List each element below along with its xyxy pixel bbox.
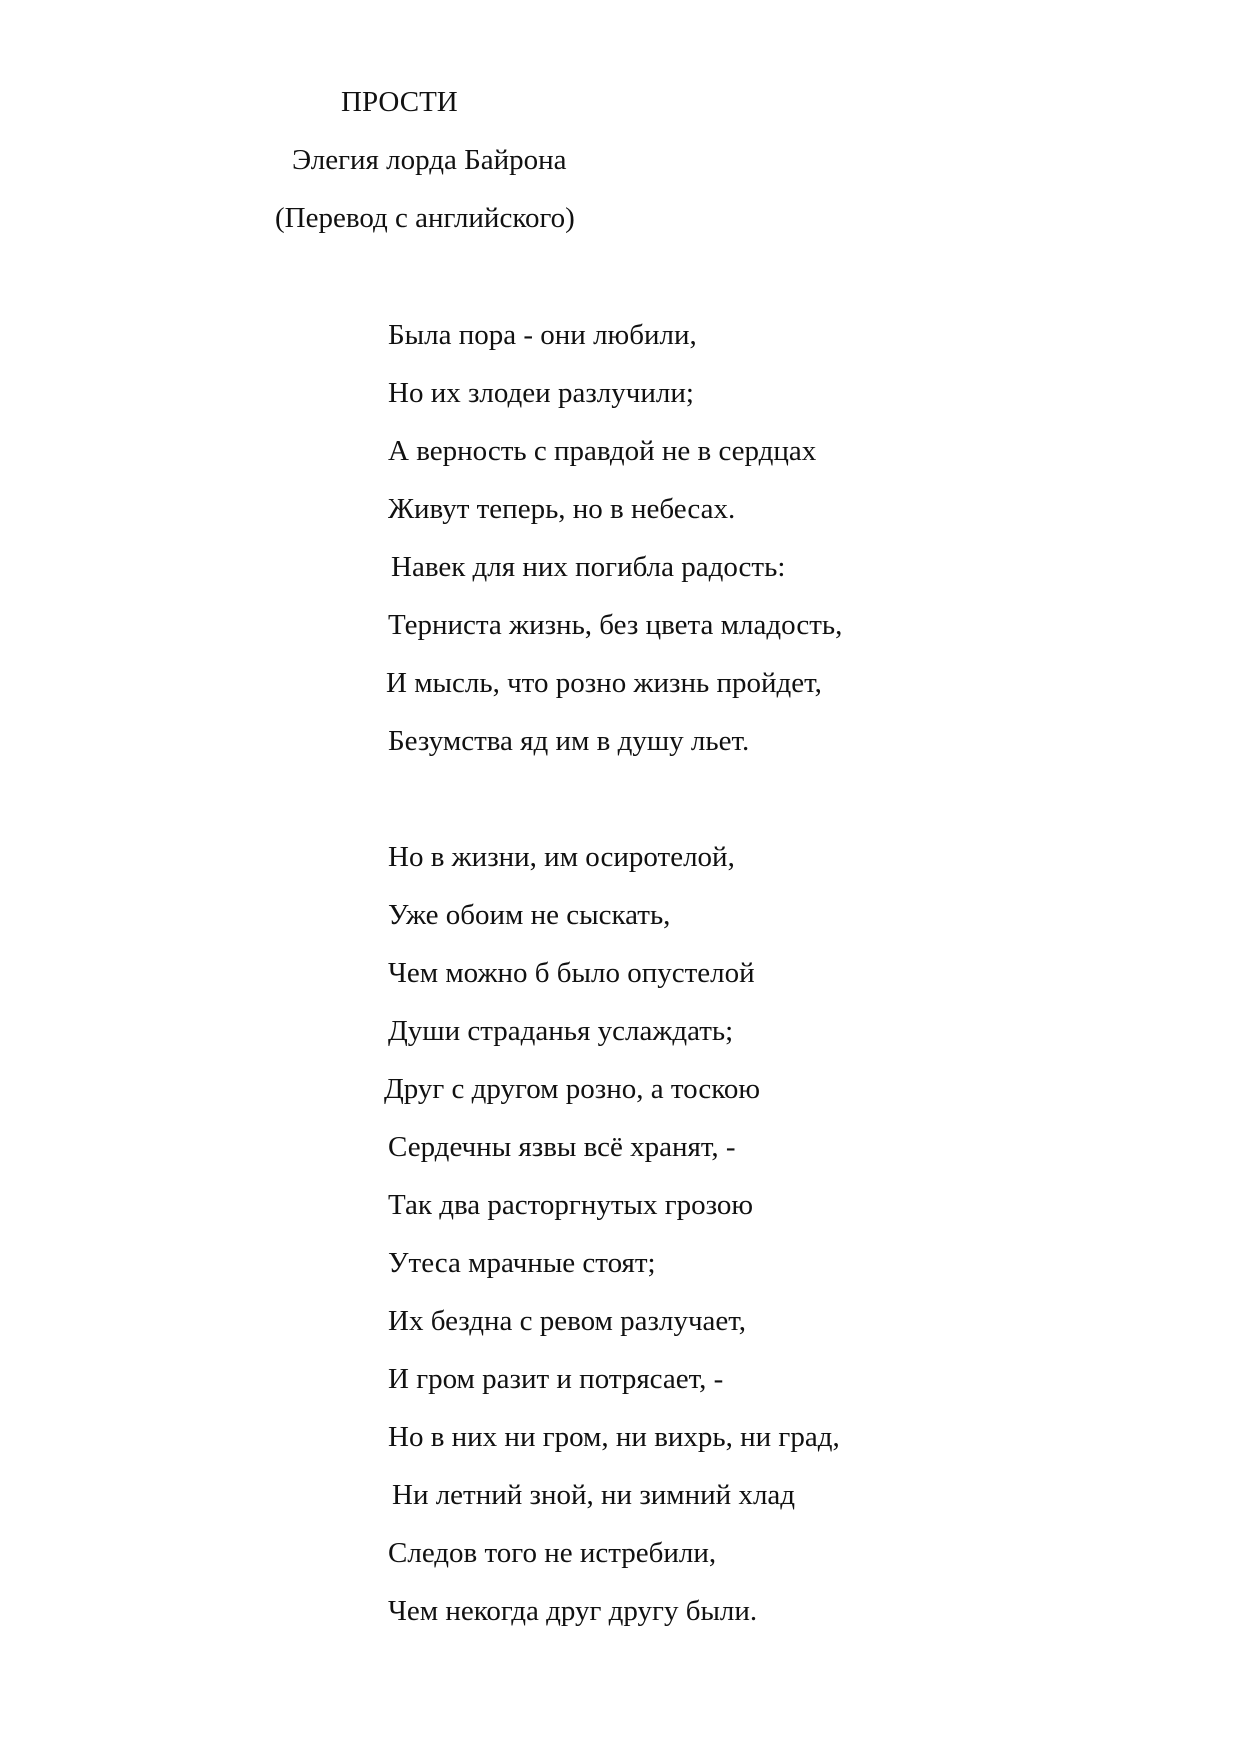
verse-line: Так два расторгнутых грозою <box>388 1189 754 1221</box>
verse-line: Чем некогда друг другу были. <box>388 1595 758 1627</box>
verse-line: Уже обоим не сыскать, <box>388 899 671 931</box>
verse-line: Живут теперь, но в небесах. <box>388 493 736 525</box>
verse-line: И гром разит и потрясает, - <box>388 1363 724 1395</box>
verse-line: Навек для них погибла радость: <box>391 551 786 583</box>
verse-line: Сердечны язвы всё хранят, - <box>388 1131 736 1163</box>
poem-subtitle: Элегия лорда Байрона <box>292 144 567 176</box>
verse-line: Терниста жизнь, без цвета младость, <box>388 609 843 641</box>
poem-title: ПРОСТИ <box>341 86 458 118</box>
verse-line: Друг с другом розно, а тоскою <box>384 1073 761 1105</box>
verse-line: Души страданья услаждать; <box>388 1015 734 1047</box>
verse-line: Но в них ни гром, ни вихрь, ни град, <box>388 1421 840 1453</box>
verse-line: Была пора - они любили, <box>388 319 697 351</box>
verse-line: Чем можно б было опустелой <box>388 957 755 989</box>
verse-line: Следов того не истребили, <box>388 1537 717 1569</box>
verse-line: Но их злодеи разлучили; <box>388 377 694 409</box>
translation-note: (Перевод с английского) <box>275 202 575 234</box>
verse-line: И мысль, что розно жизнь пройдет, <box>386 667 822 699</box>
verse-line: А верность с правдой не в сердцах <box>388 435 817 467</box>
verse-line: Безумства яд им в душу льет. <box>388 725 750 757</box>
verse-line: Их бездна с ревом разлучает, <box>388 1305 747 1337</box>
verse-line: Утеса мрачные стоят; <box>388 1247 656 1279</box>
verse-line: Но в жизни, им осиротелой, <box>388 841 735 873</box>
verse-line: Ни летний зной, ни зимний хлад <box>392 1479 796 1511</box>
